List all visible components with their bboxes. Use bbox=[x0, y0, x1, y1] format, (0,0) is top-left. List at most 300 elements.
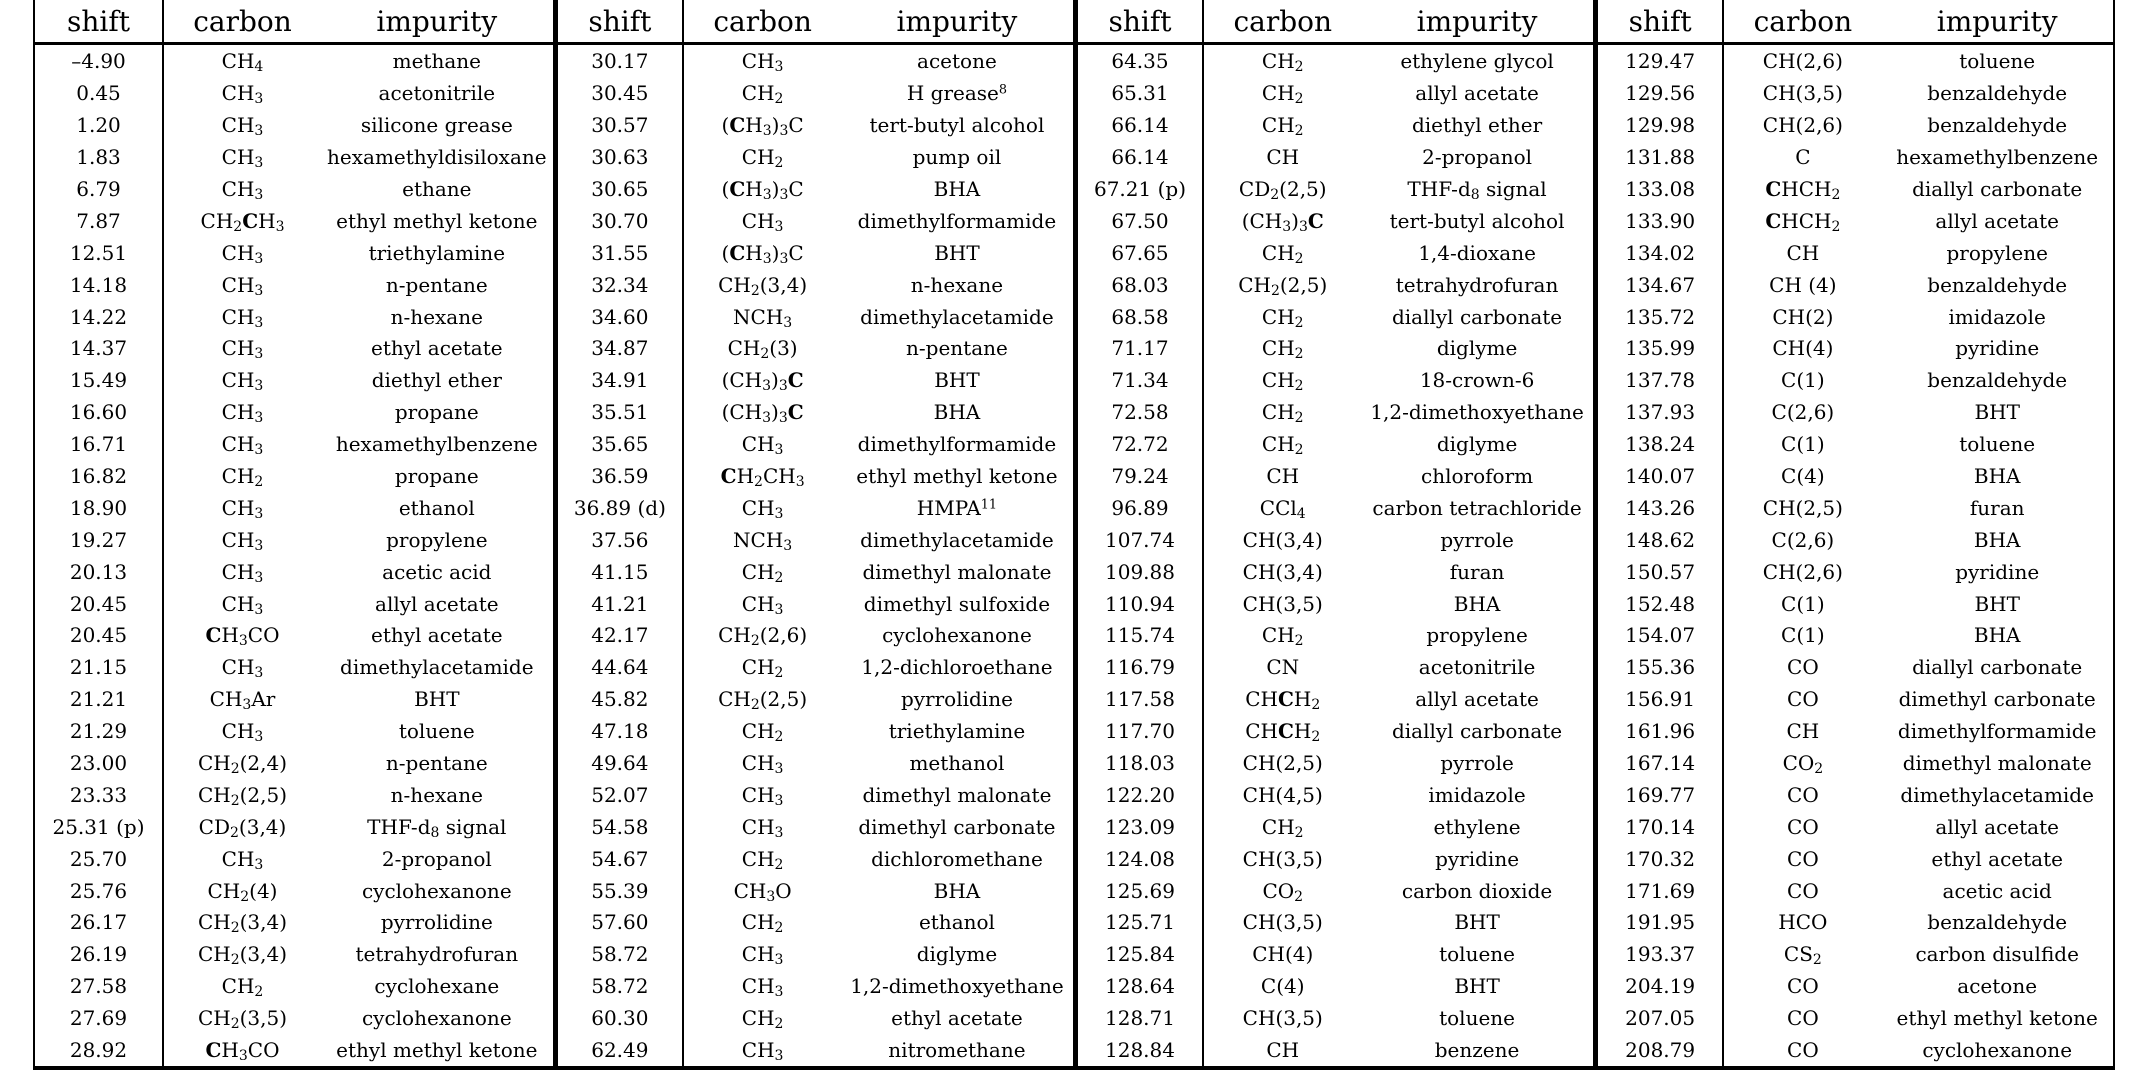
carbon-cell: $CH_2(2,5)$ bbox=[197, 782, 288, 809]
impurity-cell: n-hexane bbox=[910, 272, 1004, 297]
shift-cell: 133.08 bbox=[1595, 173, 1723, 205]
impurity-cell: triethylamine bbox=[888, 719, 1026, 744]
carbon-cell: C(4) bbox=[1260, 974, 1305, 999]
carbon-cell: $CH_3$ bbox=[221, 81, 264, 108]
impurity-cell: pyrrolidine bbox=[900, 687, 1013, 712]
table-row bbox=[1595, 683, 2113, 715]
table-row bbox=[1595, 141, 2113, 173]
carbon-cell: $CH_3$ bbox=[741, 782, 784, 809]
impurity-cell: ethyl methyl ketone bbox=[856, 464, 1058, 488]
table-row bbox=[1595, 715, 2113, 747]
impurity-cell: pyrrole bbox=[1440, 751, 1514, 776]
table-row bbox=[35, 141, 553, 173]
carbon-cell: CO bbox=[1787, 974, 1819, 999]
shift-cell: 30.70 bbox=[555, 205, 683, 237]
impurity-cell: ethanol bbox=[918, 910, 995, 935]
carbon-cell: $CD_2(3,4)$ bbox=[198, 814, 287, 841]
table-row bbox=[555, 588, 1073, 620]
shift-cell: 23.00 bbox=[35, 747, 163, 779]
impurity-cell: benzene bbox=[1434, 1038, 1520, 1063]
carbon-cell: CH(3,5) bbox=[1242, 910, 1323, 935]
table-row bbox=[1075, 651, 1593, 683]
shift-cell: 170.32 bbox=[1595, 843, 1723, 875]
shift-cell: 25.31 (p) bbox=[35, 811, 163, 843]
carbon-cell: CH bbox=[1786, 719, 1820, 744]
carbon-cell: $CH_3$ bbox=[221, 400, 264, 427]
impurity-cell: dimethyl carbonate bbox=[1898, 687, 2096, 712]
shift-cell: 12.51 bbox=[35, 237, 163, 269]
carbon-cell: $CH_3$ bbox=[741, 1038, 784, 1065]
impurity-cell: cyclohexane bbox=[374, 974, 500, 999]
impurity-cell: methane bbox=[392, 49, 481, 74]
carbon-cell: CH(3,5) bbox=[1762, 81, 1843, 106]
shift-cell: 154.07 bbox=[1595, 620, 1723, 652]
carbon-cell: CH(4,5) bbox=[1242, 782, 1323, 807]
shift-cell: 55.39 bbox=[555, 875, 683, 907]
table-row bbox=[555, 843, 1073, 875]
carbon-cell: $CH_3$ bbox=[221, 336, 264, 363]
carbon-cell: $CH_2$ bbox=[1261, 81, 1304, 108]
carbon-cell: CH(4) bbox=[1252, 942, 1314, 967]
carbon-cell: HCO bbox=[1778, 910, 1828, 935]
shift-cell: 204.19 bbox=[1595, 970, 1723, 1002]
impurity-cell: BHT bbox=[1454, 910, 1500, 935]
carbon-cell: $CH_2$ bbox=[1261, 400, 1304, 427]
impurity-cell: toluene bbox=[1439, 1006, 1516, 1031]
impurity-cell: dimethylacetamide bbox=[340, 655, 534, 680]
shift-cell: 49.64 bbox=[555, 747, 683, 779]
impurity-cell: n-hexane bbox=[390, 782, 483, 807]
column-header-shift: shift bbox=[35, 0, 163, 44]
carbon-cell: $CH_2$ bbox=[1261, 623, 1304, 650]
shift-cell: 107.74 bbox=[1075, 524, 1203, 556]
table-row bbox=[1075, 683, 1593, 715]
impurity-cell: 18-crown-6 bbox=[1419, 368, 1535, 393]
table-row bbox=[1595, 428, 2113, 460]
column-header-impurity: impurity bbox=[1361, 0, 1593, 44]
impurity-cell: n-pentane bbox=[385, 751, 488, 776]
carbon-cell: CH bbox=[1266, 1038, 1300, 1063]
carbon-cell: CH(2,6) bbox=[1762, 49, 1843, 74]
table-row bbox=[1595, 396, 2113, 428]
table-row bbox=[1595, 843, 2113, 875]
impurity-cell: dimethyl sulfoxide bbox=[863, 591, 1051, 616]
table-row bbox=[35, 938, 553, 970]
table-group-1 bbox=[35, 0, 553, 1066]
shift-cell: 20.45 bbox=[35, 588, 163, 620]
shift-cell: 15.49 bbox=[35, 364, 163, 396]
carbon-cell: CH(3,5) bbox=[1242, 846, 1323, 871]
impurity-cell: dimethyl malonate bbox=[862, 782, 1052, 807]
table-row bbox=[1595, 205, 2113, 237]
impurity-cell: tetrahydrofuran bbox=[355, 942, 519, 967]
carbon-cell: $CH_2$ bbox=[1261, 432, 1304, 459]
table-row bbox=[35, 556, 553, 588]
table-row bbox=[555, 492, 1073, 524]
carbon-cell: $CHCH_2$ bbox=[1245, 719, 1321, 746]
impurity-cell: BHA bbox=[1453, 591, 1501, 616]
table-row bbox=[35, 460, 553, 492]
shift-cell: 123.09 bbox=[1075, 811, 1203, 843]
table-group-2 bbox=[553, 0, 1073, 1066]
carbon-cell: $CD_2(2,5)$ bbox=[1238, 176, 1327, 204]
carbon-cell: $CH_3$ bbox=[221, 240, 264, 267]
impurity-cell: pyrrolidine bbox=[380, 910, 493, 935]
shift-cell: 138.24 bbox=[1595, 428, 1723, 460]
impurity-cell: benzaldehyde bbox=[1927, 113, 2068, 138]
table-row bbox=[1075, 779, 1593, 811]
carbon-cell: $CH_3CO$ bbox=[205, 1038, 280, 1065]
impurity-cell: n-hexane bbox=[390, 304, 483, 329]
carbon-cell: $CH_2$ bbox=[1261, 368, 1304, 395]
table-row bbox=[1075, 811, 1593, 843]
carbon-cell: $CH_2CH_3$ bbox=[200, 208, 285, 235]
shift-cell: 67.21 (p) bbox=[1075, 173, 1203, 205]
shift-cell: 193.37 bbox=[1595, 938, 1723, 970]
shift-cell: 167.14 bbox=[1595, 747, 1723, 779]
shift-cell: 71.17 bbox=[1075, 333, 1203, 365]
impurity-cell: ethylene bbox=[1433, 814, 1521, 839]
table-row bbox=[555, 460, 1073, 492]
table-row bbox=[35, 364, 553, 396]
table-row bbox=[1075, 301, 1593, 333]
table-row bbox=[1595, 364, 2113, 396]
impurity-cell: benzaldehyde bbox=[1927, 81, 2068, 106]
impurity-cell: diethyl ether bbox=[371, 368, 502, 393]
impurity-cell: tetrahydrofuran bbox=[1395, 272, 1559, 297]
table-row bbox=[35, 333, 553, 365]
table-row bbox=[555, 938, 1073, 970]
impurity-cell: dimethylacetamide bbox=[1900, 782, 2094, 807]
carbon-cell: $CH_3$ bbox=[741, 814, 784, 841]
shift-cell: 124.08 bbox=[1075, 843, 1203, 875]
carbon-cell: $CH_3$ bbox=[221, 176, 264, 204]
impurity-cell: toluene bbox=[1959, 49, 2036, 74]
table-row bbox=[35, 907, 553, 939]
column-header-carbon: carbon bbox=[683, 0, 841, 44]
shift-cell: 161.96 bbox=[1595, 715, 1723, 747]
impurity-cell: benzaldehyde bbox=[1927, 910, 2068, 935]
table-row bbox=[555, 301, 1073, 333]
carbon-cell: $CH_2$ bbox=[741, 846, 784, 873]
impurity-cell: nitromethane bbox=[888, 1038, 1026, 1063]
shift-cell: 27.58 bbox=[35, 970, 163, 1002]
table-row bbox=[1595, 970, 2113, 1002]
shift-cell: 171.69 bbox=[1595, 875, 1723, 907]
shift-cell: 137.93 bbox=[1595, 396, 1723, 428]
impurity-cell: methanol bbox=[909, 751, 1005, 776]
shift-cell: 30.65 bbox=[555, 173, 683, 205]
carbon-cell: $CH_2$ bbox=[1261, 814, 1304, 841]
shift-cell: 25.70 bbox=[35, 843, 163, 875]
impurity-cell: dimethylformamide bbox=[857, 208, 1057, 233]
impurity-cell: THF-$d_8$ signal bbox=[1407, 176, 1547, 204]
shift-cell: 37.56 bbox=[555, 524, 683, 556]
shift-cell: 30.63 bbox=[555, 141, 683, 173]
carbon-cell: C(2,6) bbox=[1771, 527, 1835, 552]
shift-cell: 207.05 bbox=[1595, 1002, 1723, 1034]
table-row bbox=[555, 173, 1073, 205]
table-row bbox=[1075, 396, 1593, 428]
table-row bbox=[1075, 843, 1593, 875]
table-row bbox=[555, 620, 1073, 652]
shift-cell: 30.17 bbox=[555, 44, 683, 78]
carbon-cell: C(4) bbox=[1781, 464, 1825, 488]
shift-cell: 131.88 bbox=[1595, 141, 1723, 173]
shift-cell: 20.13 bbox=[35, 556, 163, 588]
impurity-cell: 1,2-dimethoxyethane bbox=[1370, 400, 1584, 425]
carbon-cell: CO bbox=[1787, 814, 1819, 839]
shift-cell: 68.03 bbox=[1075, 269, 1203, 301]
impurity-cell: propane bbox=[394, 400, 479, 425]
impurity-cell: ethyl acetate bbox=[1931, 846, 2063, 871]
impurity-cell: 1,2-dichloroethane bbox=[861, 655, 1053, 680]
impurity-cell: BHA bbox=[1973, 623, 2021, 648]
carbon-cell: $CH_2(2,6)$ bbox=[718, 623, 808, 650]
carbon-cell: $CH_2(3,4)$ bbox=[718, 272, 808, 299]
carbon-cell: C(1) bbox=[1781, 432, 1825, 457]
carbon-cell: $CH_2(4)$ bbox=[207, 878, 278, 905]
carbon-cell: CH(2,5) bbox=[1242, 751, 1323, 776]
table-row bbox=[555, 651, 1073, 683]
impurity-cell: BHT bbox=[934, 368, 980, 393]
carbon-cell: $CH_3$ bbox=[221, 591, 264, 618]
shift-cell: 134.02 bbox=[1595, 237, 1723, 269]
table-row bbox=[35, 524, 553, 556]
carbon-cell: CO bbox=[1787, 655, 1819, 680]
shift-cell: 135.72 bbox=[1595, 301, 1723, 333]
shift-cell: 1.20 bbox=[35, 109, 163, 141]
table-row bbox=[1595, 811, 2113, 843]
shift-cell: 0.45 bbox=[35, 77, 163, 109]
impurity-cell: acetic acid bbox=[1942, 878, 2052, 903]
carbon-cell: $CH_2$ bbox=[741, 719, 784, 746]
table-row bbox=[1075, 364, 1593, 396]
impurity-cell: BHT bbox=[1974, 400, 2020, 425]
impurity-cell: acetone bbox=[917, 49, 997, 74]
column-header-carbon: carbon bbox=[1203, 0, 1361, 44]
table-row bbox=[1595, 333, 2113, 365]
impurity-cell: diallyl carbonate bbox=[1912, 176, 2083, 201]
shift-cell: 26.17 bbox=[35, 907, 163, 939]
impurity-cell: dimethyl malonate bbox=[1902, 751, 2092, 776]
shift-cell: 41.21 bbox=[555, 588, 683, 620]
impurity-cell: tert-butyl alcohol bbox=[869, 113, 1045, 138]
table-row bbox=[1075, 875, 1593, 907]
carbon-cell: $CH_2(2,4)$ bbox=[197, 751, 288, 778]
carbon-cell: $CH_2$ bbox=[741, 559, 784, 586]
impurity-cell: n-pentane bbox=[906, 336, 1008, 361]
carbon-cell: $(CH_3)_3C$ bbox=[721, 176, 804, 204]
carbon-cell: $CO_2$ bbox=[1782, 751, 1824, 778]
carbon-cell: $CH_2(2,5)$ bbox=[718, 687, 808, 714]
shift-cell: 14.18 bbox=[35, 269, 163, 301]
impurity-cell: ethyl methyl ketone bbox=[336, 208, 538, 233]
impurity-cell: ethane bbox=[402, 176, 472, 201]
carbon-cell: $CH_2$ bbox=[1261, 336, 1304, 363]
shift-cell: 129.47 bbox=[1595, 44, 1723, 78]
carbon-cell: $CH_3$ bbox=[221, 719, 264, 746]
table-row bbox=[1595, 588, 2113, 620]
shift-cell: 137.78 bbox=[1595, 364, 1723, 396]
table-row bbox=[1595, 907, 2113, 939]
shift-cell: 169.77 bbox=[1595, 779, 1723, 811]
impurity-cell: acetone bbox=[1957, 974, 2038, 999]
shift-cell: 140.07 bbox=[1595, 460, 1723, 492]
impurity-cell: carbon tetrachloride bbox=[1372, 495, 1582, 520]
carbon-cell: $CH_3$ bbox=[741, 432, 784, 459]
carbon-cell: $CH_2(3,4)$ bbox=[197, 942, 288, 969]
table-row bbox=[1595, 44, 2113, 78]
table-row bbox=[1075, 205, 1593, 237]
shift-cell: 44.64 bbox=[555, 651, 683, 683]
impurity-cell: ethanol bbox=[398, 495, 475, 520]
carbon-cell: $(CH_3)_3C$ bbox=[721, 113, 804, 140]
shift-cell: 27.69 bbox=[35, 1002, 163, 1034]
impurity-cell: hexamethylbenzene bbox=[335, 432, 538, 457]
table-row bbox=[35, 1002, 553, 1034]
shift-cell: 66.14 bbox=[1075, 109, 1203, 141]
carbon-cell: $(CH_3)_3C$ bbox=[721, 400, 804, 427]
impurity-cell: dimethyl carbonate bbox=[858, 814, 1056, 839]
impurity-cell: pyridine bbox=[1955, 559, 2040, 584]
table-row bbox=[35, 269, 553, 301]
shift-cell: 68.58 bbox=[1075, 301, 1203, 333]
impurity-cell: BHA bbox=[1973, 527, 2021, 552]
shift-cell: 6.79 bbox=[35, 173, 163, 205]
shift-cell: 25.76 bbox=[35, 875, 163, 907]
impurity-cell: acetic acid bbox=[382, 559, 492, 584]
shift-cell: 135.99 bbox=[1595, 333, 1723, 365]
table-row bbox=[1595, 301, 2113, 333]
carbon-cell: $CH_3$ bbox=[221, 559, 264, 586]
shift-cell: 34.87 bbox=[555, 333, 683, 365]
table-row bbox=[1595, 524, 2113, 556]
table-row bbox=[1075, 492, 1593, 524]
carbon-cell: $CH_3O$ bbox=[733, 878, 792, 905]
shift-cell: 148.62 bbox=[1595, 524, 1723, 556]
table-row bbox=[1595, 779, 2113, 811]
impurity-cell: toluene bbox=[1959, 432, 2036, 457]
impurity-cell: dimethylacetamide bbox=[860, 304, 1054, 329]
carbon-cell: $CH_2CH_3$ bbox=[720, 464, 805, 491]
shift-cell: 115.74 bbox=[1075, 620, 1203, 652]
table-row bbox=[1075, 907, 1593, 939]
shift-cell: 41.15 bbox=[555, 556, 683, 588]
shift-cell: 129.56 bbox=[1595, 77, 1723, 109]
carbon-cell: $CHCH_2$ bbox=[1765, 176, 1841, 204]
table-row bbox=[1075, 715, 1593, 747]
shift-cell: 16.82 bbox=[35, 460, 163, 492]
carbon-cell: $CH_2$ bbox=[741, 655, 784, 682]
carbon-cell: CH(3,4) bbox=[1242, 559, 1323, 584]
table-row bbox=[35, 44, 553, 78]
shift-cell: 35.51 bbox=[555, 396, 683, 428]
impurity-cell: benzaldehyde bbox=[1927, 272, 2068, 297]
table-row bbox=[35, 428, 553, 460]
carbon-cell: CH(3,5) bbox=[1242, 1006, 1323, 1031]
table-row bbox=[35, 843, 553, 875]
carbon-cell: CH(2) bbox=[1772, 304, 1834, 329]
impurity-cell: triethylamine bbox=[368, 240, 506, 265]
carbon-cell: C(1) bbox=[1781, 623, 1825, 648]
impurity-cell: diallyl carbonate bbox=[1391, 719, 1563, 744]
impurity-cell: propylene bbox=[386, 527, 488, 552]
carbon-cell: $CH_3$ bbox=[741, 942, 784, 969]
impurity-cell: 2-propanol bbox=[381, 846, 492, 871]
impurity-cell: pump oil bbox=[912, 145, 1002, 170]
impurity-cell: ethyl acetate bbox=[371, 623, 503, 648]
impurity-cell: toluene bbox=[1439, 942, 1516, 967]
table-row bbox=[555, 396, 1073, 428]
table-row bbox=[555, 1002, 1073, 1034]
table-row bbox=[1595, 492, 2113, 524]
shift-cell: 21.15 bbox=[35, 651, 163, 683]
impurity-cell: 2-propanol bbox=[1422, 145, 1533, 170]
table-row bbox=[1595, 237, 2113, 269]
shift-cell: 72.72 bbox=[1075, 428, 1203, 460]
carbon-cell: $CH_3$ bbox=[221, 304, 264, 331]
carbon-cell: CH(2,6) bbox=[1762, 559, 1843, 584]
carbon-cell: CH (4) bbox=[1769, 272, 1837, 297]
shift-cell: 117.58 bbox=[1075, 683, 1203, 715]
shift-cell: 1.83 bbox=[35, 141, 163, 173]
shift-cell: 20.45 bbox=[35, 620, 163, 652]
carbon-cell: $NCH_3$ bbox=[733, 304, 793, 331]
impurity-cell: diglyme bbox=[916, 942, 998, 967]
carbon-cell: $CS_2$ bbox=[1783, 942, 1822, 969]
table-row bbox=[35, 811, 553, 843]
impurity-cell: ethyl methyl ketone bbox=[1896, 1006, 2098, 1031]
column-header-shift: shift bbox=[555, 0, 683, 44]
impurity-cell: diglyme bbox=[1436, 336, 1518, 361]
shift-cell: 45.82 bbox=[555, 683, 683, 715]
table-row bbox=[35, 747, 553, 779]
impurity-cell: diallyl carbonate bbox=[1391, 304, 1563, 329]
table-row bbox=[1595, 875, 2113, 907]
shift-cell: 128.71 bbox=[1075, 1002, 1203, 1034]
carbon-cell: $CH_3$ bbox=[221, 113, 264, 140]
table-row bbox=[35, 77, 553, 109]
impurity-cell: allyl acetate bbox=[1415, 687, 1539, 712]
table-row bbox=[555, 683, 1073, 715]
table-row bbox=[1595, 938, 2113, 970]
column-header-impurity: impurity bbox=[1881, 0, 2113, 44]
table-group-4 bbox=[1593, 0, 2113, 1066]
table-row bbox=[555, 524, 1073, 556]
carbon-cell: $CH_3$ bbox=[221, 527, 264, 554]
table-row bbox=[555, 1034, 1073, 1066]
table-row bbox=[1075, 77, 1593, 109]
shift-cell: 14.22 bbox=[35, 301, 163, 333]
carbon-cell: $CH_3$ bbox=[221, 432, 264, 459]
shift-cell: 150.57 bbox=[1595, 556, 1723, 588]
table-row bbox=[1075, 141, 1593, 173]
shift-cell: 14.37 bbox=[35, 333, 163, 365]
table-row bbox=[1595, 1034, 2113, 1066]
table-group-3 bbox=[1073, 0, 1593, 1066]
shift-cell: 67.65 bbox=[1075, 237, 1203, 269]
carbon-cell: $CH_3$ bbox=[221, 272, 264, 299]
table-row bbox=[35, 715, 553, 747]
table-row bbox=[1595, 109, 2113, 141]
shift-cell: 152.48 bbox=[1595, 588, 1723, 620]
table-row bbox=[1075, 1002, 1593, 1034]
table-row bbox=[1075, 620, 1593, 652]
column-header-impurity: impurity bbox=[841, 0, 1073, 44]
carbon-cell: $CH_2$ bbox=[1261, 113, 1304, 140]
shift-cell: –4.90 bbox=[35, 44, 163, 78]
